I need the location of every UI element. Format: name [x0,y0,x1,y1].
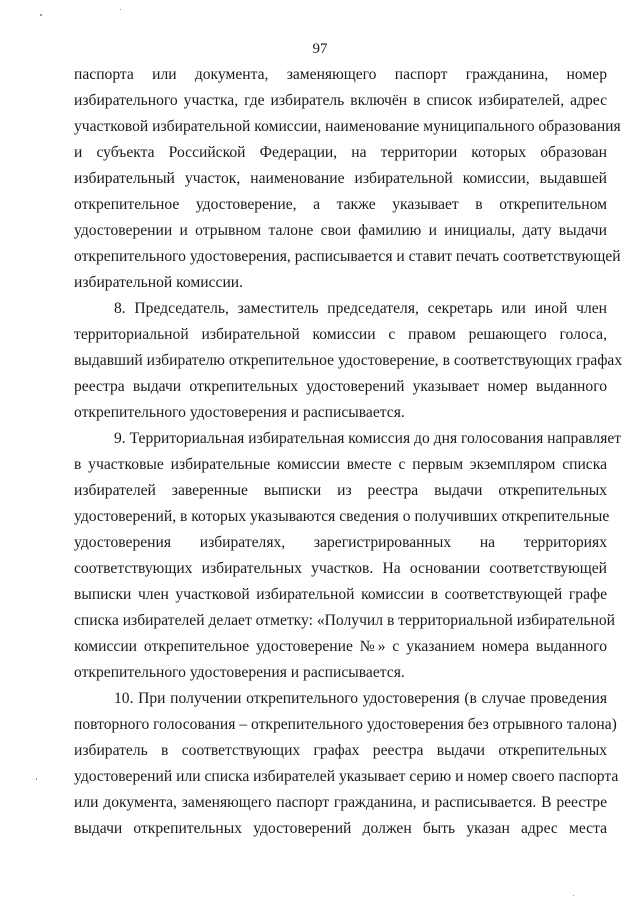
text-line: избирательный участок, наименование избирательной комиссии, выдавшей [74,170,607,187]
text-line: списка избирателей делает отметку: «Получил в территориальной избирательной [74,612,615,629]
text-line: избиратель в соответствующих графах реестра выдачи открепительных [74,742,607,759]
text-line: удостоверений или списка избирателей указывает серию и номер своего паспорта [74,768,619,785]
scan-speck [36,778,37,780]
text-line: открепительного удостоверения и расписывается. [74,404,405,421]
text-line: избирателей заверенные выписки из реестра выдачи открепительных [74,482,607,499]
scan-speck [573,895,574,896]
text-line: 9. Территориальная избирательная комиссия до дня голосования направляет [114,430,622,447]
text-line: удостоверении и отрывном талоне свои фамилию и инициалы, дату выдачи [74,222,607,239]
text-line: территориальной избирательной комиссии с правом решающего голоса, [74,326,607,343]
text-line: участковой избирательной комиссии, наименование муниципального образования [74,118,621,135]
text-line: паспорта или документа, заменяющего паспорт гражданина, номер [74,66,607,83]
text-line: и субъекта Российской Федерации, на территории которых образован [74,144,607,161]
scan-speck [120,9,121,10]
scan-speck [40,14,42,16]
text-line: открепительного удостоверения, расписывается и ставит печать соответствующей [74,248,621,265]
text-line: удостоверения избирателях, зарегистрированных на территориях [74,534,607,551]
text-line: реестра выдачи открепительных удостоверений указывает номер выданного [74,378,607,395]
text-line: удостоверений, в которых указываются сведения о получивших открепительные [74,508,610,525]
page-number: 97 [312,41,328,57]
text-line: избирательного участка, где избиратель включён в список избирателей, адрес [74,92,607,109]
text-line: выдавший избирателю открепительное удостоверение, в соответствующих графах [74,352,623,369]
text-line: 10. При получении открепительного удостоверения (в случае проведения [114,690,607,707]
text-line: выписки член участковой избирательной комиссии в соответствующей графе [74,586,607,603]
text-line: повторного голосования – открепительного удостоверения без отрывного талона) [74,716,617,733]
text-line: 8. Председатель, заместитель председателя, секретарь или иной член [114,300,607,317]
text-line: открепительное удостоверение, а также указывает в открепительном [74,196,607,213]
text-line: комиссии открепительное удостоверение №» с указанием номера выданного [74,638,607,655]
text-line: избирательной комиссии. [74,274,244,291]
text-line: или документа, заменяющего паспорт гражданина, и расписывается. В реестре [74,794,607,811]
text-line: выдачи открепительных удостоверений должен быть указан адрес места [74,820,607,837]
text-line: открепительного удостоверения и расписывается. [74,664,405,681]
text-line: в участковые избирательные комиссии вместе с первым экземпляром списка [74,456,607,473]
text-line: соответствующих избирательных участков. На основании соответствующей [74,560,607,577]
